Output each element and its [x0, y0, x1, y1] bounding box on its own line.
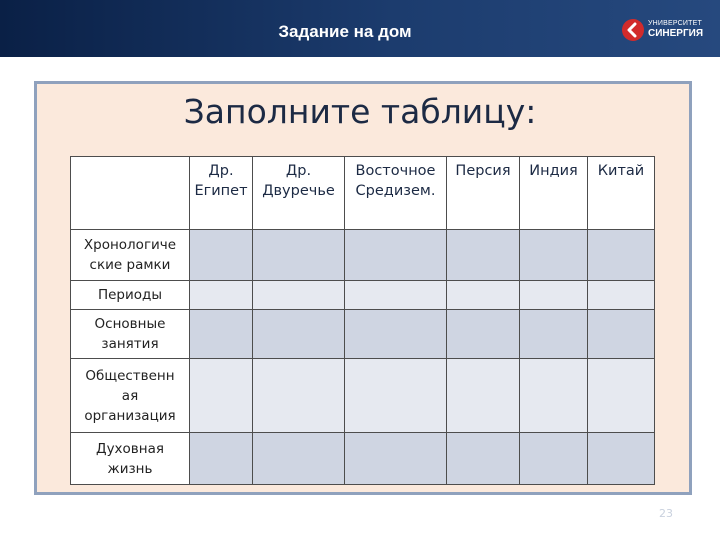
table-cell[interactable]: [345, 230, 447, 281]
row-label-line: Общественн: [85, 367, 175, 384]
page-number: 23: [659, 507, 673, 520]
university-logo: [622, 17, 718, 45]
column-header: [520, 157, 588, 230]
table-cell[interactable]: [447, 310, 520, 359]
table-cell[interactable]: [520, 359, 588, 433]
column-header: [345, 157, 447, 230]
table-cell[interactable]: [345, 310, 447, 359]
column-header-line: Восточное: [355, 163, 436, 179]
table-cell[interactable]: [520, 281, 588, 310]
column-header-line: Средизем.: [355, 183, 436, 199]
synergy-logo-icon: [622, 19, 644, 41]
row-label: [71, 359, 190, 433]
table-cell[interactable]: [588, 281, 655, 310]
table-row: [71, 230, 655, 281]
row-label: [71, 281, 190, 310]
table-cell[interactable]: [447, 359, 520, 433]
row-label-line: жизнь: [107, 460, 153, 477]
table-cell[interactable]: [345, 281, 447, 310]
header-bar: [0, 0, 720, 57]
header-title: Задание на дом: [278, 22, 412, 41]
table-row: [71, 359, 655, 433]
column-header: [588, 157, 655, 230]
column-header: [447, 157, 520, 230]
table-cell[interactable]: [345, 359, 447, 433]
table-cell[interactable]: [447, 230, 520, 281]
column-header-line: Индия: [529, 163, 578, 179]
row-label-line: Периоды: [97, 287, 163, 303]
table-cell[interactable]: [253, 281, 345, 310]
row-label-line: Духовная: [96, 440, 164, 457]
table-header-corner: [71, 157, 190, 230]
table-cell[interactable]: [190, 310, 253, 359]
table-cell[interactable]: [520, 230, 588, 281]
table-cell[interactable]: [345, 433, 447, 485]
row-label: [71, 310, 190, 359]
column-header-line: Др.: [208, 163, 234, 179]
table-row: [71, 281, 655, 310]
logo-line-1: УНИВЕРСИТЕТ: [648, 20, 702, 27]
table-cell[interactable]: [190, 230, 253, 281]
column-header: [190, 157, 253, 230]
column-header: [253, 157, 345, 230]
row-label: [71, 433, 190, 485]
table-cell[interactable]: [588, 310, 655, 359]
table-cell[interactable]: [588, 230, 655, 281]
table-cell[interactable]: [588, 359, 655, 433]
table-cell[interactable]: [447, 281, 520, 310]
row-label-line: занятия: [101, 336, 159, 352]
table-cell[interactable]: [588, 433, 655, 485]
table-cell[interactable]: [190, 359, 253, 433]
table-cell[interactable]: [190, 433, 253, 485]
table-cell[interactable]: [520, 433, 588, 485]
logo-line-2: СИНЕРГИЯ: [648, 28, 704, 39]
slide-title: Заполните таблицу:: [183, 92, 537, 131]
table-row: [71, 310, 655, 359]
table-cell[interactable]: [253, 359, 345, 433]
assignment-table: [70, 156, 655, 485]
column-header-line: Двуречье: [262, 183, 335, 199]
row-label-line: Основные: [94, 316, 166, 332]
table-cell[interactable]: [253, 230, 345, 281]
table-header-row: [71, 157, 655, 230]
column-header-line: Персия: [455, 163, 511, 179]
table-cell[interactable]: [190, 281, 253, 310]
column-header-line: Китай: [597, 163, 645, 179]
table-cell[interactable]: [520, 310, 588, 359]
table-cell[interactable]: [447, 433, 520, 485]
row-label-line: ские рамки: [89, 257, 171, 273]
table-row: [71, 433, 655, 485]
row-label-line: организация: [84, 407, 176, 424]
table-cell[interactable]: [253, 310, 345, 359]
row-label: [71, 230, 190, 281]
column-header-line: Др.: [285, 163, 312, 179]
column-header-line: Египет: [194, 183, 248, 199]
table-cell[interactable]: [253, 433, 345, 485]
row-label-line: ая: [121, 387, 139, 404]
row-label-line: Хронологиче: [83, 237, 177, 253]
